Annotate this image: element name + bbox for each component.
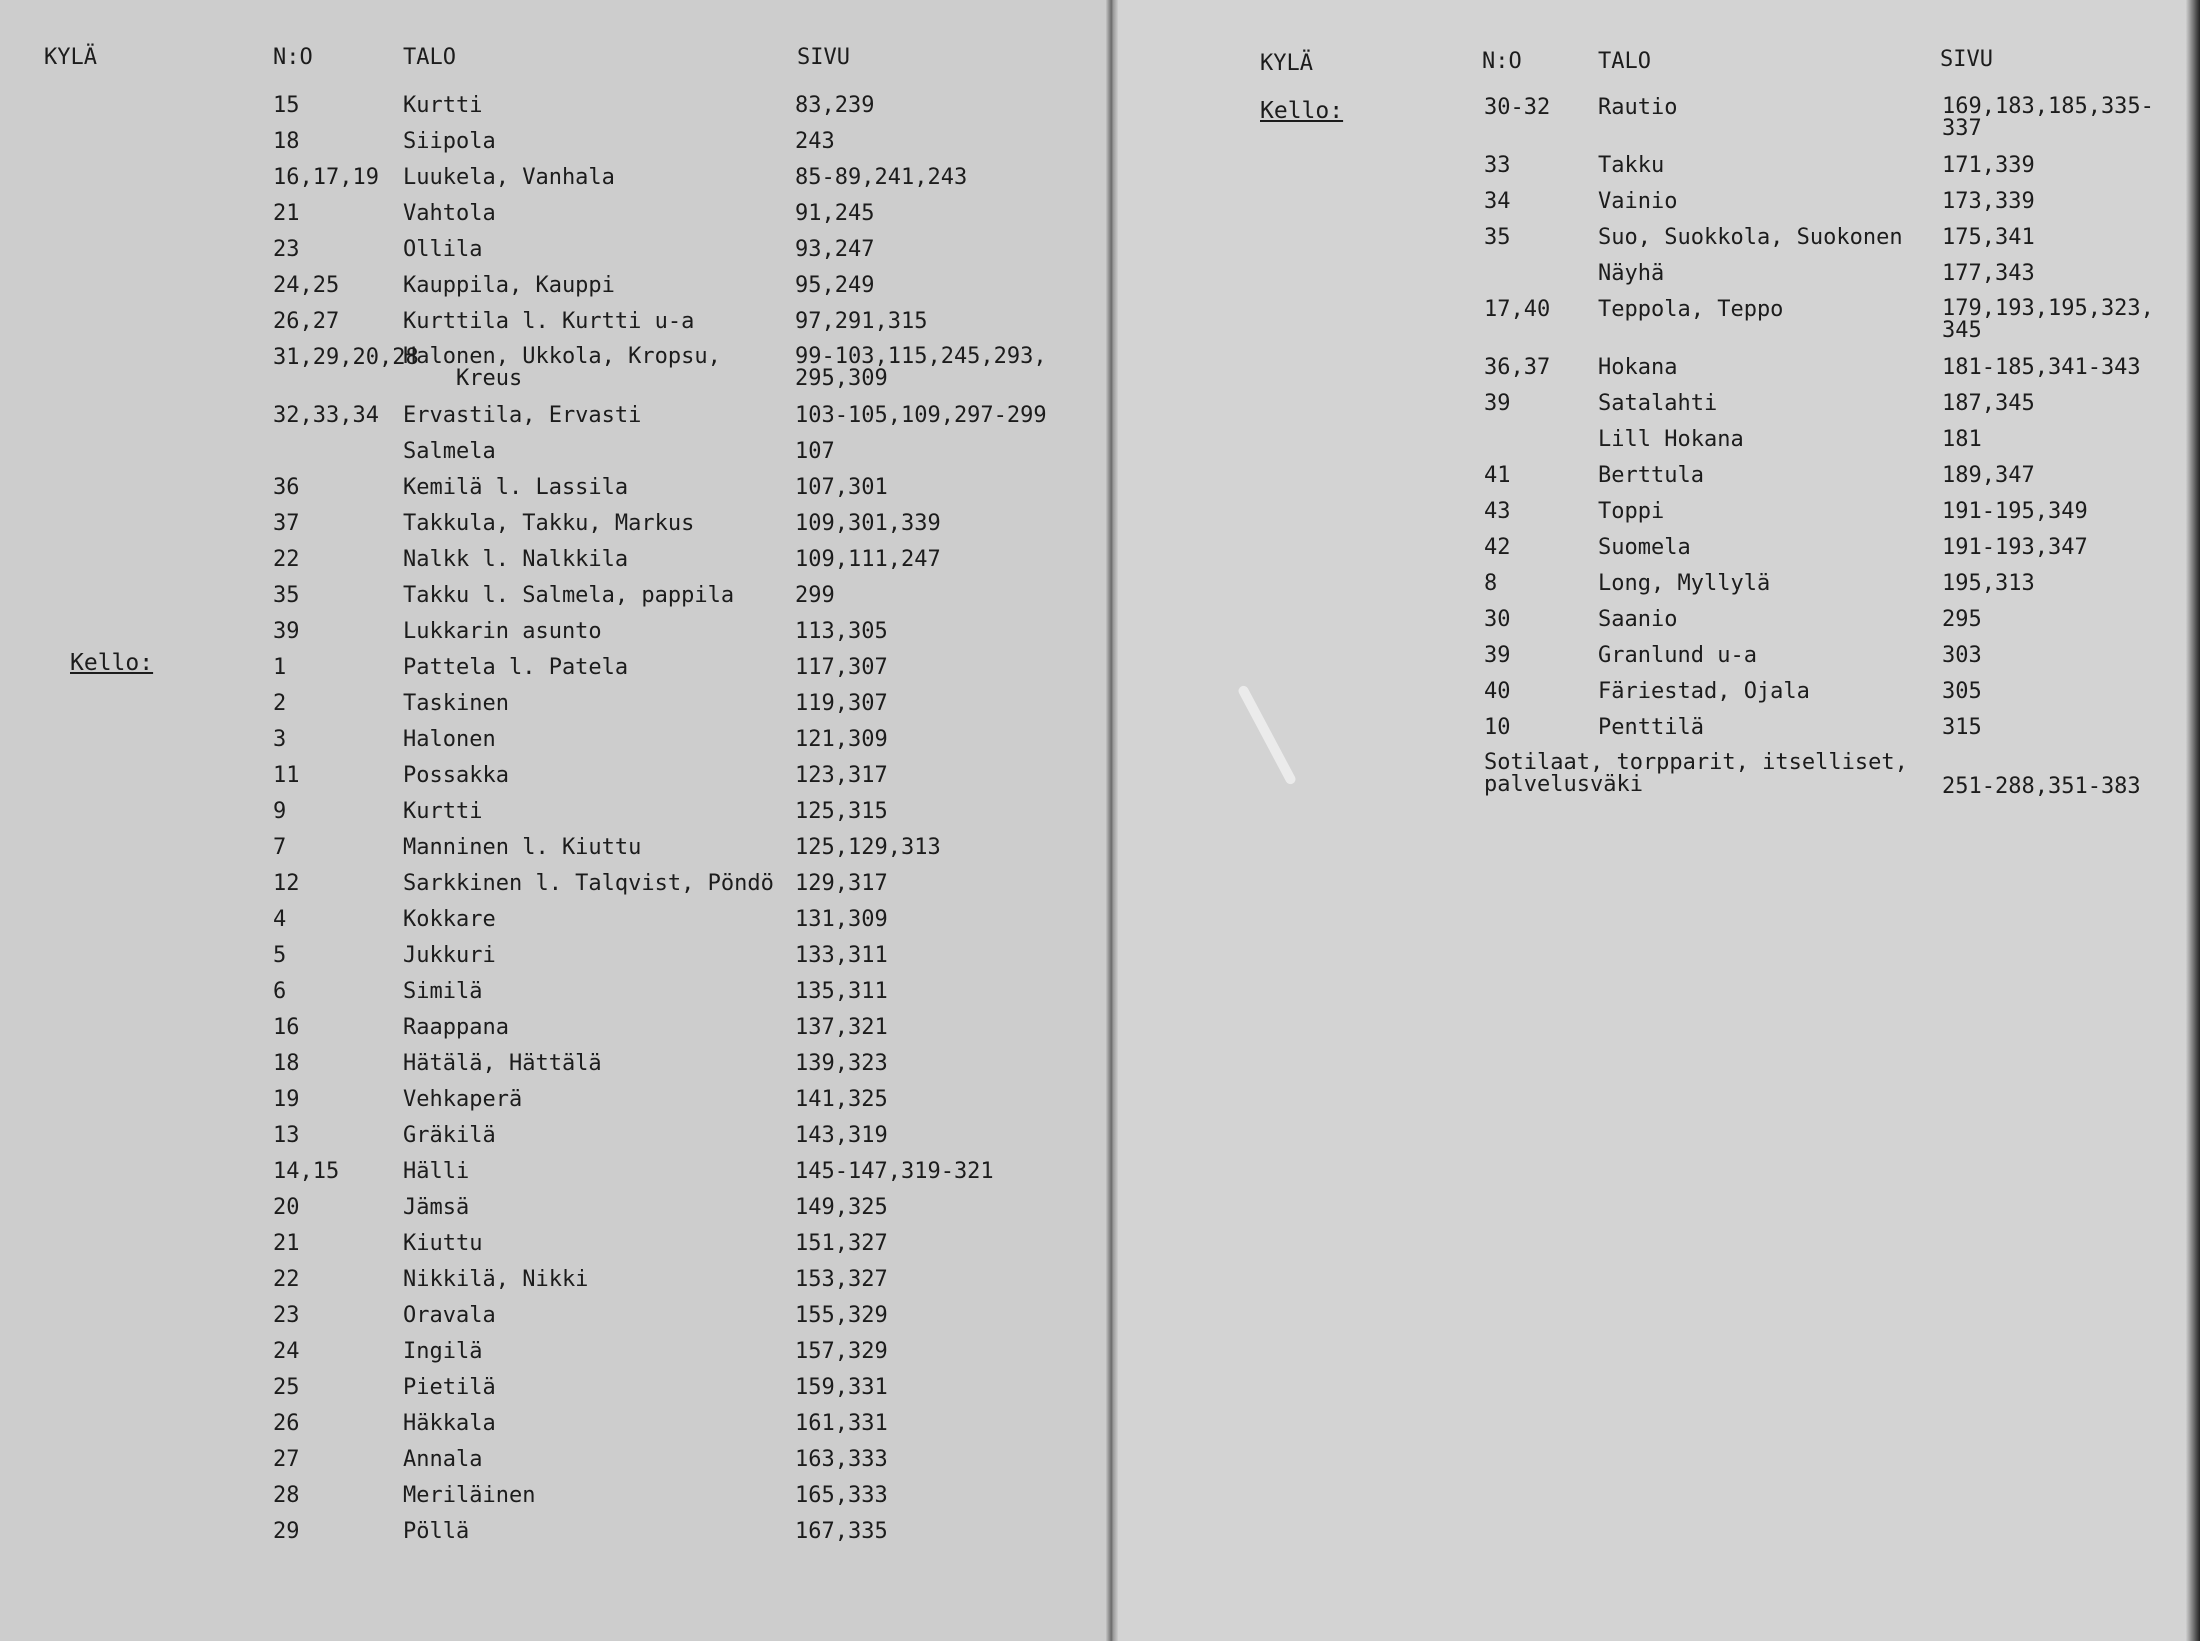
row-number: 41: [1484, 463, 1511, 488]
house-name: Hälli: [403, 1159, 470, 1184]
house-name: Kemilä l. Lassila: [403, 475, 629, 500]
page-refs: 133,311: [795, 943, 888, 968]
house-name: Hätälä, Hättälä: [403, 1051, 602, 1076]
row-number: 35: [1484, 225, 1511, 250]
row-number: 12: [273, 871, 300, 896]
page-refs: 181-185,341-343: [1942, 355, 2141, 380]
row-number: 8: [1484, 571, 1498, 596]
house-name: Saanio: [1598, 607, 1678, 632]
table-row: [1112, 190, 2200, 226]
page-refs: 191-195,349: [1942, 499, 2088, 524]
house-name: Annala: [403, 1447, 483, 1472]
house-name: Takku: [1598, 153, 1665, 178]
table-row: [0, 1304, 1100, 1340]
header-talo: TALO: [403, 45, 456, 70]
house-name: Satalahti: [1598, 391, 1718, 416]
table-row: [1112, 572, 2200, 608]
row-number: 10: [1484, 715, 1511, 740]
page-refs: 195,313: [1942, 571, 2035, 596]
house-name: Vainio: [1598, 189, 1678, 214]
page-refs: 173,339: [1942, 189, 2035, 214]
row-number: 18: [273, 129, 300, 154]
row-number: 16,17,19: [273, 165, 379, 190]
page-refs: 157,329: [795, 1339, 888, 1364]
row-number: 31,29,20,28: [273, 345, 419, 370]
row-number: 21: [273, 201, 300, 226]
row-number: 27: [273, 1447, 300, 1472]
header-kyla: KYLÄ: [44, 45, 97, 70]
house-name: Manninen l. Kiuttu: [403, 835, 642, 860]
page-refs: 125,129,313: [795, 835, 941, 860]
house-name: Pietilä: [403, 1375, 496, 1400]
page-refs: 131,309: [795, 907, 888, 932]
row-number: 15: [273, 93, 300, 118]
table-row: [0, 202, 1100, 238]
row-number: 11: [273, 763, 300, 788]
page-refs: 159,331: [795, 1375, 888, 1400]
table-row: [0, 548, 1100, 584]
house-name: Nalkk l. Nalkkila: [403, 547, 629, 572]
row-number: 3: [273, 727, 287, 752]
table-row: [0, 1232, 1100, 1268]
row-number: 5: [273, 943, 287, 968]
row-number: 36,37: [1484, 355, 1551, 380]
table-row: [0, 344, 1100, 391]
house-name: Suomela: [1598, 535, 1691, 560]
house-name: Siipola: [403, 129, 496, 154]
page-refs: 123,317: [795, 763, 888, 788]
table-row: [1112, 296, 2200, 343]
row-number: 4: [273, 907, 287, 932]
page-refs: 109,301,339: [795, 511, 941, 536]
header-no: N:O: [273, 45, 313, 70]
row-number: 42: [1484, 535, 1511, 560]
table-row: [0, 692, 1100, 728]
header-kyla: KYLÄ: [1260, 51, 1313, 76]
village-label: Kello:: [1260, 98, 1344, 124]
village-label: Kello:: [70, 650, 154, 676]
row-number: 22: [273, 1267, 300, 1292]
page-refs: 163,333: [795, 1447, 888, 1472]
row-number: 35: [273, 583, 300, 608]
house-name: Halonen: [403, 727, 496, 752]
row-number: 40: [1484, 679, 1511, 704]
right-page: [1112, 0, 2200, 1641]
house-name: Berttula: [1598, 463, 1704, 488]
table-row: [0, 836, 1100, 872]
house-name: Pöllä: [403, 1519, 470, 1544]
row-number: 23: [273, 237, 300, 262]
row-number: 16: [273, 1015, 300, 1040]
page-refs: 107: [795, 439, 835, 464]
table-row: [1112, 154, 2200, 190]
house-name: Ollila: [403, 237, 483, 262]
page-refs: 113,305: [795, 619, 888, 644]
row-number: 34: [1484, 189, 1511, 214]
house-name: Taskinen: [403, 691, 509, 716]
page-refs: 97,291,315: [795, 309, 928, 334]
page-refs: 95,249: [795, 273, 875, 298]
table-row: [0, 800, 1100, 836]
table-row: [1112, 608, 2200, 644]
house-name: Näyhä: [1598, 261, 1665, 286]
row-number: 7: [273, 835, 287, 860]
row-number: 24: [273, 1339, 300, 1364]
house-name: Meriläinen: [403, 1483, 536, 1508]
row-number: 39: [1484, 643, 1511, 668]
header-sivu: SIVU: [1940, 47, 1993, 72]
page-refs: 315: [1942, 715, 1982, 740]
house-name: Sarkkinen l. Talqvist, Pöndö: [403, 871, 774, 896]
row-number: 2: [273, 691, 287, 716]
page-refs: 121,309: [795, 727, 888, 752]
table-row: [0, 404, 1100, 440]
table-row: [0, 166, 1100, 202]
row-number: 26,27: [273, 309, 340, 334]
table-row: [1112, 356, 2200, 392]
table-row: [0, 1160, 1100, 1196]
page-refs: 149,325: [795, 1195, 888, 1220]
house-name: Raappana: [403, 1015, 509, 1040]
page-refs: 177,343: [1942, 261, 2035, 286]
house-name: Lill Hokana: [1598, 427, 1744, 452]
page-refs: 243: [795, 129, 835, 154]
house-name: Ervastila, Ervasti: [403, 403, 642, 428]
table-row: [0, 1052, 1100, 1088]
footer-pages: 251-288,351-383: [1942, 774, 2141, 799]
row-number: 20: [273, 1195, 300, 1220]
page-refs: 189,347: [1942, 463, 2035, 488]
table-row: [0, 728, 1100, 764]
row-number: 26: [273, 1411, 300, 1436]
row-number: 32,33,34: [273, 403, 379, 428]
house-name: Penttilä: [1598, 715, 1704, 740]
row-number: 33: [1484, 153, 1511, 178]
page-refs: 91,245: [795, 201, 875, 226]
row-number: 21: [273, 1231, 300, 1256]
row-number: 24,25: [273, 273, 340, 298]
page-refs: 143,319: [795, 1123, 888, 1148]
house-name: Häkkala: [403, 1411, 496, 1436]
house-name: Gräkilä: [403, 1123, 496, 1148]
page-refs: 179,193,195,323, 345: [1942, 296, 2154, 343]
house-name: Vehkaperä: [403, 1087, 523, 1112]
house-name: Luukela, Vanhala: [403, 165, 615, 190]
page-refs: 295: [1942, 607, 1982, 632]
page-refs: 99-103,115,245,293, 295,309: [795, 344, 1047, 391]
row-number: 17,40: [1484, 297, 1551, 322]
table-row: [1112, 680, 2200, 716]
page-refs: 119,307: [795, 691, 888, 716]
table-row: [0, 620, 1100, 656]
house-name: Kurtti: [403, 93, 483, 118]
table-row: [0, 944, 1100, 980]
table-row: [0, 130, 1100, 166]
house-name: Pattela l. Patela: [403, 655, 629, 680]
house-name: Possakka: [403, 763, 509, 788]
house-name: Vahtola: [403, 201, 496, 226]
house-name: Takku l. Salmela, pappila: [403, 583, 735, 608]
page-refs: 175,341: [1942, 225, 2035, 250]
house-name: Teppola, Teppo: [1598, 297, 1784, 322]
header-sivu: SIVU: [797, 45, 850, 70]
page-refs: 155,329: [795, 1303, 888, 1328]
page-refs: 139,323: [795, 1051, 888, 1076]
house-name: Takkula, Takku, Markus: [403, 511, 695, 536]
page-gutter: [1106, 0, 1118, 1641]
house-name: Hokana: [1598, 355, 1678, 380]
table-row: [0, 238, 1100, 274]
page-refs: 125,315: [795, 799, 888, 824]
house-name: Nikkilä, Nikki: [403, 1267, 589, 1292]
house-name: Kokkare: [403, 907, 496, 932]
row-number: 19: [273, 1087, 300, 1112]
table-row: [0, 872, 1100, 908]
table-row: [1112, 536, 2200, 572]
table-row: [0, 1484, 1100, 1520]
table-row: [0, 512, 1100, 548]
row-number: 6: [273, 979, 287, 1004]
header-no: N:O: [1482, 49, 1522, 74]
table-row: [0, 1520, 1100, 1556]
row-number: 1: [273, 655, 287, 680]
row-number: 13: [273, 1123, 300, 1148]
house-name: Rautio: [1598, 95, 1678, 120]
page-refs: 153,327: [795, 1267, 888, 1292]
house-name: Kauppila, Kauppi: [403, 273, 615, 298]
page-refs: 299: [795, 583, 835, 608]
house-name: Jämsä: [403, 1195, 470, 1220]
house-name: Halonen, Ukkola, Kropsu, Kreus: [403, 344, 721, 391]
table-row: [0, 94, 1100, 130]
house-name: Long, Myllylä: [1598, 571, 1771, 596]
table-row: [0, 274, 1100, 310]
page-refs: 107,301: [795, 475, 888, 500]
table-row: [1112, 500, 2200, 536]
row-number: 39: [1484, 391, 1511, 416]
table-row: [0, 584, 1100, 620]
page-refs: 109,111,247: [795, 547, 941, 572]
page-refs: 129,317: [795, 871, 888, 896]
row-number: 22: [273, 547, 300, 572]
house-name: Ingilä: [403, 1339, 483, 1364]
house-name: Suo, Suokkola, Suokonen: [1598, 225, 1903, 250]
page-refs: 191-193,347: [1942, 535, 2088, 560]
page-refs: 151,327: [795, 1231, 888, 1256]
table-row: [0, 1268, 1100, 1304]
row-number: 23: [273, 1303, 300, 1328]
row-number: 30: [1484, 607, 1511, 632]
table-row: [1112, 262, 2200, 298]
table-row: [0, 1412, 1100, 1448]
page-refs: 145-147,319-321: [795, 1159, 994, 1184]
page-refs: 161,331: [795, 1411, 888, 1436]
house-name: Jukkuri: [403, 943, 496, 968]
row-number: 39: [273, 619, 300, 644]
house-name: Lukkarin asunto: [403, 619, 602, 644]
page-refs: 305: [1942, 679, 1982, 704]
table-row: [0, 310, 1100, 346]
table-row: [0, 1124, 1100, 1160]
film-edge: [2186, 0, 2200, 1641]
house-name: Kurttila l. Kurtti u-a: [403, 309, 695, 334]
footer-note: Sotilaat, torpparit, itselliset, palvelusväki: [1484, 750, 1908, 797]
page-refs: 85-89,241,243: [795, 165, 968, 190]
page-refs: 181: [1942, 427, 1982, 452]
page-refs: 171,339: [1942, 153, 2035, 178]
house-name: Oravala: [403, 1303, 496, 1328]
house-name: Toppi: [1598, 499, 1665, 524]
house-name: Similä: [403, 979, 483, 1004]
house-name: Granlund u-a: [1598, 643, 1757, 668]
page-refs: 187,345: [1942, 391, 2035, 416]
page-refs: 303: [1942, 643, 1982, 668]
row-number: 37: [273, 511, 300, 536]
table-row: [0, 1340, 1100, 1376]
row-number: 14,15: [273, 1159, 340, 1184]
table-row: [1112, 226, 2200, 262]
row-number: 36: [273, 475, 300, 500]
table-row: [1112, 644, 2200, 680]
table-row: [0, 656, 1100, 692]
row-number: 25: [273, 1375, 300, 1400]
row-number: 9: [273, 799, 287, 824]
table-row: [0, 1376, 1100, 1412]
table-row: [1112, 392, 2200, 428]
page-refs: 167,335: [795, 1519, 888, 1544]
page-refs: 169,183,185,335- 337: [1942, 94, 2154, 141]
page-refs: 103-105,109,297-299: [795, 403, 1047, 428]
page-refs: 141,325: [795, 1087, 888, 1112]
house-name: Färiestad, Ojala: [1598, 679, 1810, 704]
row-number: 28: [273, 1483, 300, 1508]
table-row: [0, 1196, 1100, 1232]
table-row: [0, 440, 1100, 476]
row-number: 18: [273, 1051, 300, 1076]
table-row: [0, 1088, 1100, 1124]
table-row: [0, 1448, 1100, 1484]
page-refs: 165,333: [795, 1483, 888, 1508]
house-name: Salmela: [403, 439, 496, 464]
page-refs: 117,307: [795, 655, 888, 680]
row-number: 43: [1484, 499, 1511, 524]
page-refs: 137,321: [795, 1015, 888, 1040]
table-row: [0, 1016, 1100, 1052]
table-row: [0, 908, 1100, 944]
table-row: [1112, 428, 2200, 464]
house-name: Kiuttu: [403, 1231, 483, 1256]
page-refs: 83,239: [795, 93, 875, 118]
table-row: [1112, 464, 2200, 500]
house-name: Kurtti: [403, 799, 483, 824]
table-row: [0, 476, 1100, 512]
table-row: [0, 980, 1100, 1016]
header-talo: TALO: [1598, 49, 1651, 74]
row-number: 29: [273, 1519, 300, 1544]
row-number: 30-32: [1484, 95, 1551, 120]
table-row: [0, 764, 1100, 800]
table-row: [1112, 94, 2200, 141]
page-refs: 93,247: [795, 237, 875, 262]
page-refs: 135,311: [795, 979, 888, 1004]
